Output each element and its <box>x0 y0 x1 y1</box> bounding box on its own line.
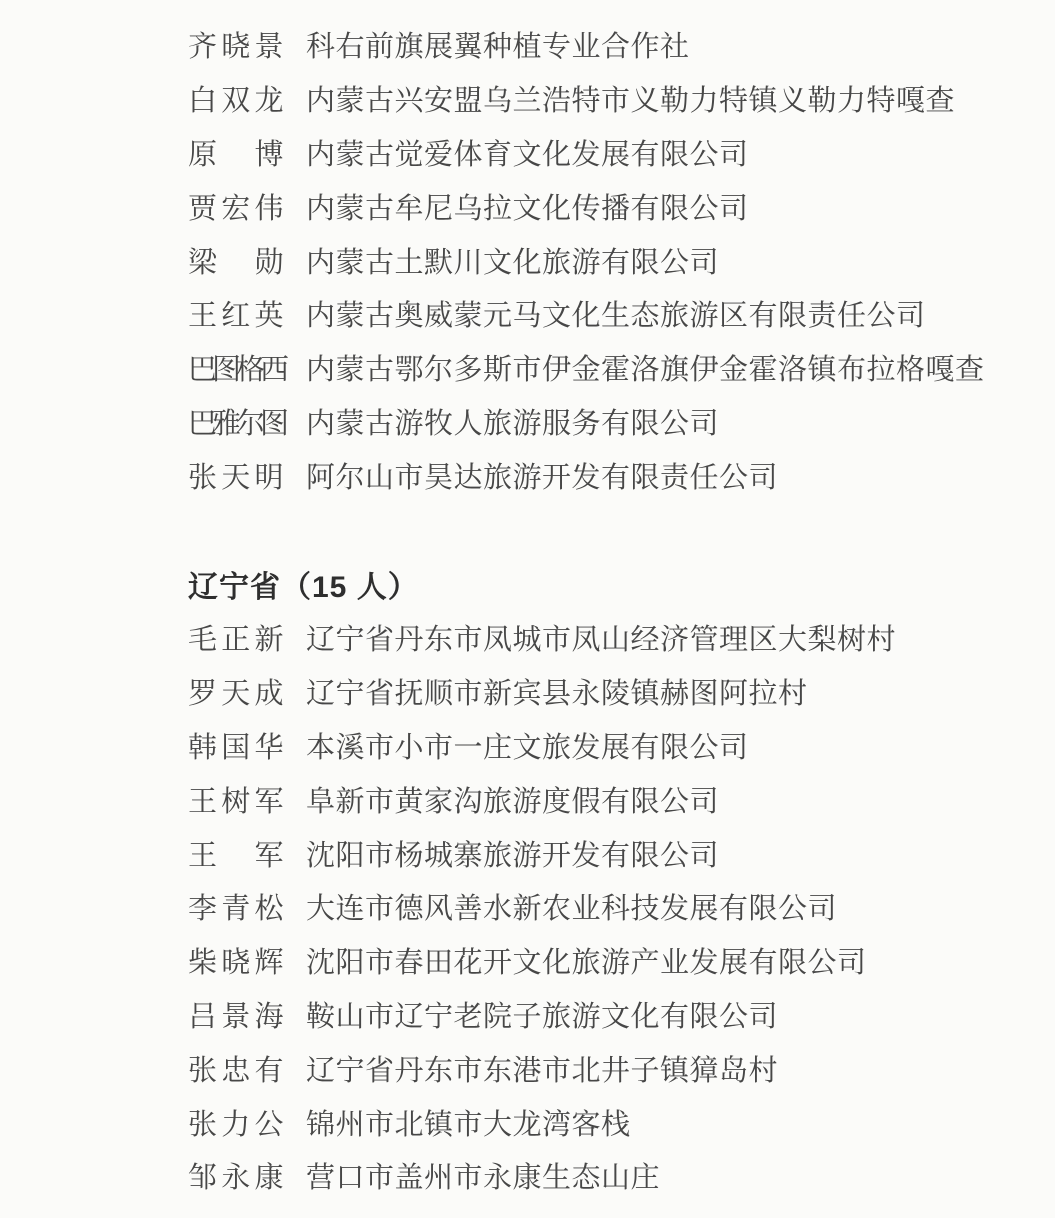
roster-row <box>188 934 1015 988</box>
roster-row <box>188 772 1015 826</box>
roster-row <box>188 611 1015 665</box>
person-name: 罗天成 <box>188 678 284 711</box>
roster-row <box>188 988 1015 1042</box>
organization: 内蒙古奥威蒙元马文化生态旅游区有限责任公司 <box>306 300 926 333</box>
organization: 沈阳市春田花开文化旅游产业发展有限公司 <box>306 947 867 980</box>
roster-row <box>188 1095 1015 1149</box>
person-name: 王树军 <box>188 785 284 818</box>
roster-row <box>188 719 1015 773</box>
province-section <box>188 18 1015 502</box>
organization: 内蒙古土默川文化旅游有限公司 <box>306 246 720 279</box>
province-section <box>188 557 1015 1203</box>
organization: 锦州市北镇市大龙湾客栈 <box>306 1108 631 1141</box>
organization: 内蒙古鄂尔多斯市伊金霍洛旗伊金霍洛镇布拉格嘎查 <box>306 354 985 387</box>
person-name: 柴晓辉 <box>188 947 284 980</box>
roster-row <box>188 880 1015 934</box>
person-name: 张忠有 <box>188 1054 284 1087</box>
organization: 阜新市黄家沟旅游度假有限公司 <box>306 785 720 818</box>
organization: 大连市德风善水新农业科技发展有限公司 <box>306 893 838 926</box>
person-name: 齐晓景 <box>188 31 284 64</box>
person-name: 邹永康 <box>188 1162 284 1195</box>
organization: 内蒙古游牧人旅游服务有限公司 <box>306 407 720 440</box>
person-name: 巴图格西 <box>188 354 285 387</box>
person-name: 韩国华 <box>188 731 284 764</box>
roster-row <box>188 287 1015 341</box>
organization: 辽宁省丹东市东港市北井子镇獐岛村 <box>306 1054 779 1087</box>
person-name: 李青松 <box>188 893 284 926</box>
organization: 辽宁省丹东市凤城市凤山经济管理区大梨树村 <box>306 624 897 657</box>
organization: 内蒙古觉爱体育文化发展有限公司 <box>306 138 749 171</box>
organization: 内蒙古兴安盟乌兰浩特市义勒力特镇义勒力特嘎查 <box>306 85 956 118</box>
person-name: 白双龙 <box>188 85 284 118</box>
roster-row <box>188 233 1015 287</box>
person-name: 吕景海 <box>188 1000 284 1033</box>
person-name: 梁 勋 <box>188 246 284 279</box>
roster-row <box>188 341 1015 395</box>
roster-row <box>188 448 1015 502</box>
person-name: 王红英 <box>188 300 284 333</box>
roster-row <box>188 18 1015 72</box>
organization: 营口市盖州市永康生态山庄 <box>306 1162 661 1195</box>
organization: 阿尔山市昊达旅游开发有限责任公司 <box>306 461 779 494</box>
organization: 鞍山市辽宁老院子旅游文化有限公司 <box>306 1000 779 1033</box>
person-name: 原 博 <box>188 138 284 171</box>
organization: 沈阳市杨城寨旅游开发有限公司 <box>306 839 720 872</box>
organization: 科右前旗展翼种植专业合作社 <box>306 31 690 64</box>
roster-row <box>188 395 1015 449</box>
roster-row <box>188 179 1015 233</box>
roster-row <box>188 1149 1015 1203</box>
roster-row <box>188 126 1015 180</box>
person-name: 毛正新 <box>188 624 284 657</box>
roster-row <box>188 1041 1015 1095</box>
organization: 辽宁省抚顺市新宾县永陵镇赫图阿拉村 <box>306 678 808 711</box>
organization: 本溪市小市一庄文旅发展有限公司 <box>306 731 749 764</box>
person-name: 张力公 <box>188 1108 284 1141</box>
person-name: 巴雅尔图 <box>188 407 285 440</box>
organization: 内蒙古牟尼乌拉文化传播有限公司 <box>306 192 749 225</box>
person-name: 张天明 <box>188 461 284 494</box>
person-name: 王 军 <box>188 839 284 872</box>
roster-row <box>188 72 1015 126</box>
roster-row <box>188 665 1015 719</box>
province-heading: 辽宁省（15 人） <box>188 571 419 605</box>
roster-row <box>188 826 1015 880</box>
person-name: 贾宏伟 <box>188 192 284 225</box>
